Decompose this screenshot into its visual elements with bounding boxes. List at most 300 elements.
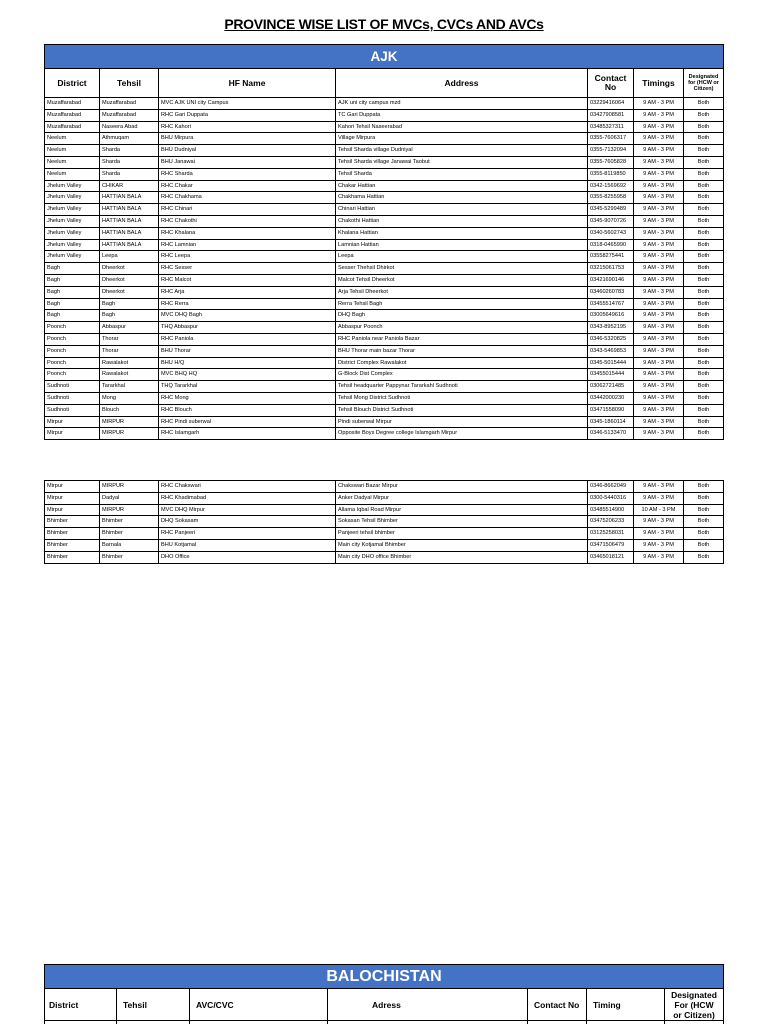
cell-district: Bagh: [45, 263, 100, 275]
cell-hf-name: RHC Mong: [159, 393, 336, 405]
cell-district: Jhelum Valley: [45, 228, 100, 240]
cell-address: Panjeeri tehsil bhimber: [336, 528, 588, 540]
cell-tehsil: Bagh: [100, 299, 159, 311]
table-body: [45, 481, 724, 564]
cell-contact-no: 03455015444: [588, 369, 634, 381]
cell-district: Mirpur: [45, 481, 100, 493]
cell-designated-for: Both: [684, 181, 724, 193]
cell-district: Bagh: [45, 275, 100, 287]
cell-hf-name: RHC Chakar: [159, 181, 336, 193]
cell-tehsil: MIRPUR: [100, 417, 159, 429]
cell-designated-for: Both: [684, 334, 724, 346]
cell-contact-no: 0355-8119850: [588, 169, 634, 181]
table-row: [45, 322, 724, 334]
cell-tehsil: Tararkhal: [100, 381, 159, 393]
cell-address: Chinari Hattian: [336, 204, 588, 216]
cell-district: Bhimber: [45, 552, 100, 564]
cell-contact-no: 03558275441: [588, 251, 634, 263]
cell-address: Abbaspur Poonch: [336, 322, 588, 334]
cell-address: District Complex Rawalakot: [336, 358, 588, 370]
ajk-table-continued: [44, 480, 724, 564]
cell-designated-for: Both: [684, 98, 724, 110]
cell-contact-no: 0355-7132094: [588, 145, 634, 157]
cell-timings: 9 AM - 3 PM: [634, 405, 684, 417]
cell-tehsil: Bhimber: [100, 552, 159, 564]
cell-timings: 9 AM - 3 PM: [634, 552, 684, 564]
cell-district: Mirpur: [45, 505, 100, 517]
cell-district: Jhelum Valley: [45, 204, 100, 216]
cell-tehsil: Thorar: [100, 334, 159, 346]
cell-address: Chakothi Hattian: [336, 216, 588, 228]
cell-timings: 9 AM - 3 PM: [634, 287, 684, 299]
cell-tehsil: Naseera Abad: [100, 122, 159, 134]
column-header-contact-no: Contact No: [528, 989, 587, 1021]
cell-designated-for: Both: [684, 240, 724, 252]
cell-hf-name: BHU Kotjamal: [159, 540, 336, 552]
cell-designated-for: Both: [684, 133, 724, 145]
cell-contact-no: 0343-8952195: [588, 322, 634, 334]
cell-address: Tehsil Blouch District Sudhnoti: [336, 405, 588, 417]
table-row: [45, 275, 724, 287]
cell-district: Mirpur: [45, 493, 100, 505]
cell-timings: 9 AM - 3 PM: [634, 334, 684, 346]
cell-tehsil: Dheerkot: [100, 287, 159, 299]
cell-contact-no: 03062721485: [588, 381, 634, 393]
cell-tehsil: MIRPUR: [100, 505, 159, 517]
cell-address: Rerra Tehsil Bagh: [336, 299, 588, 311]
cell-address: Chakswari Bazar Mirpur: [336, 481, 588, 493]
cell-tehsil: Thorar: [100, 346, 159, 358]
cell-timings: 9 AM - 3 PM: [634, 192, 684, 204]
cell-designated-for: Both: [684, 369, 724, 381]
cell-address: Opposite Boys Degree college Islamgarh Mirpur: [336, 428, 588, 440]
column-header-avc-cvc: AVC/CVC: [190, 989, 328, 1021]
cell-contact-no: 0300-5440316: [588, 493, 634, 505]
table-row: [45, 192, 724, 204]
cell-address: Kahori Tehsil Naseerabad: [336, 122, 588, 134]
cell-contact-no: 03005649616: [588, 310, 634, 322]
cell-timings: 9 AM - 3 PM: [634, 181, 684, 193]
cell-address: G-Block Dist Complex: [336, 369, 588, 381]
cell-contact-no: 03485327311: [588, 122, 634, 134]
cell-designated-for: Both: [684, 145, 724, 157]
cell-timings: 9 AM - 3 PM: [634, 145, 684, 157]
cell-contact-no: 0346-8662049: [588, 481, 634, 493]
cell-address: BHU Thorar main bazar Thorar: [336, 346, 588, 358]
cell-address: Sokasan Tehsil Bhimber: [336, 516, 588, 528]
cell-district: Poonch: [45, 358, 100, 370]
column-header-timings: Timings: [634, 69, 684, 98]
cell-district: Jhelum Valley: [45, 240, 100, 252]
page-title-text: PROVINCE WISE LIST OF MVCs, CVCs AND AVCs: [224, 16, 544, 32]
table-row: [45, 145, 724, 157]
cell-contact-no: 03215061753: [588, 263, 634, 275]
cell-hf-name: RHC Chakswari: [159, 481, 336, 493]
cell-address: DHQ Bagh: [336, 310, 588, 322]
cell-tehsil: Barnala: [100, 540, 159, 552]
cell-contact-no: 0345-5299489: [588, 204, 634, 216]
cell-timings: 9 AM - 3 PM: [634, 110, 684, 122]
cell-district: Poonch: [45, 334, 100, 346]
column-header-tehsil: Tehsil: [100, 69, 159, 98]
cell-district: Jhelum Valley: [45, 216, 100, 228]
cell-hf-name: THQ Tararkhal: [159, 381, 336, 393]
table-row: [45, 346, 724, 358]
table-row: [45, 481, 724, 493]
cell-address: Lamnian Hattian: [336, 240, 588, 252]
table-row: [45, 287, 724, 299]
cell-district: Sudhnoti: [45, 393, 100, 405]
cell-address: Tehsil Sharda: [336, 169, 588, 181]
cell-hf-name: BHU Thorar: [159, 346, 336, 358]
cell-address: Village Mirpura: [336, 133, 588, 145]
cell-timings: 9 AM - 3 PM: [634, 481, 684, 493]
cell-contact-no: 0340-5602743: [588, 228, 634, 240]
cell-tehsil: Blouch: [100, 405, 159, 417]
cell-designated-for: Both: [684, 428, 724, 440]
cell-timings: 9 AM - 3 PM: [634, 393, 684, 405]
cell-tehsil: Sharda: [100, 169, 159, 181]
cell-timings: 9 AM - 3 PM: [634, 346, 684, 358]
column-header-tehsil: Tehsil: [117, 989, 190, 1021]
table-row: [45, 528, 724, 540]
cell-tehsil: MIRPUR: [100, 428, 159, 440]
cell-contact-no: 03471506479: [588, 540, 634, 552]
cell-designated-for: Both: [684, 358, 724, 370]
cell-district: Bagh: [45, 299, 100, 311]
cell-designated-for: Both: [684, 381, 724, 393]
cell-contact-no: 03455514767: [588, 299, 634, 311]
cell-address: Anker Dadyal Mirpur: [336, 493, 588, 505]
cell-hf-name: DHQ Sokasam: [159, 516, 336, 528]
cell-timings: 9 AM - 3 PM: [634, 299, 684, 311]
cell-address: Main city DHO office Bhimber: [336, 552, 588, 564]
cell-address: Tehsil Sharda village Janawai Taobut: [336, 157, 588, 169]
cell-hf-name: RHC Panjeeri: [159, 528, 336, 540]
cell-tehsil: Bagh: [100, 310, 159, 322]
table-row: [45, 505, 724, 517]
cell-timings: 9 AM - 3 PM: [634, 528, 684, 540]
cell-address: Tehsil headquarter Pappynar Tararkahl Sudhnoti: [336, 381, 588, 393]
cell-hf-name: RHC Islamgarh: [159, 428, 336, 440]
cell-designated-for: Both: [684, 528, 724, 540]
cell-contact-no: 03125258031: [588, 528, 634, 540]
cell-hf-name: RHC Paniola: [159, 334, 336, 346]
cell-contact-no: 0345-1860114: [588, 417, 634, 429]
cell-contact-no: 03465018121: [588, 552, 634, 564]
table-row: [45, 122, 724, 134]
table-row: [45, 417, 724, 429]
table-row: [45, 358, 724, 370]
cell-address: Malcot Tehsil Dheerkot: [336, 275, 588, 287]
cell-contact-no: 0355-7605828: [588, 157, 634, 169]
cell-contact-no: 0346-5320825: [588, 334, 634, 346]
cell-designated-for: Both: [684, 393, 724, 405]
cell-timings: 9 AM - 3 PM: [634, 169, 684, 181]
cell-timings: 9 AM - 3 PM: [634, 263, 684, 275]
cell-hf-name: RHC Lamnian: [159, 240, 336, 252]
cell-address: Sesser Thehsil Dhirkot: [336, 263, 588, 275]
cell-timings: 9 AM - 3 PM: [634, 240, 684, 252]
cell-timings: 9 AM - 3 PM: [634, 204, 684, 216]
table-row: [45, 181, 724, 193]
cell-hf-name: THQ Abbaspur: [159, 322, 336, 334]
cell-address: Tehsil Sharda village Dudniyal: [336, 145, 588, 157]
cell-contact-no: 03475206233: [588, 516, 634, 528]
cell-address: Chakhama Hattian: [336, 192, 588, 204]
cell-designated-for: Both: [684, 481, 724, 493]
table-row: [45, 381, 724, 393]
cell-hf-name: MVC DHQ Mirpur: [159, 505, 336, 517]
cell-designated-for: Both: [684, 275, 724, 287]
cell-tehsil: Mong: [100, 393, 159, 405]
cell-hf-name: MVC DHQ Bagh: [159, 310, 336, 322]
cell-hf-name: BHU Janawai: [159, 157, 336, 169]
cell-contact-no: 03442000230: [588, 393, 634, 405]
cell-district: Neelum: [45, 169, 100, 181]
cell-hf-name: MVC AJK UNI city Campus: [159, 98, 336, 110]
cell-district: Bhimber: [45, 516, 100, 528]
cell-designated-for: Both: [684, 346, 724, 358]
ajk-table: [44, 44, 724, 440]
table-row: [45, 369, 724, 381]
cell-tehsil: Abbaspur: [100, 322, 159, 334]
cell-tehsil: Bhimber: [100, 528, 159, 540]
cell-tehsil: Dadyal: [100, 493, 159, 505]
cell-designated-for: Both: [684, 310, 724, 322]
cell-district: Bagh: [45, 310, 100, 322]
cell-designated-for: Both: [684, 505, 724, 517]
cell-tehsil: Leepa: [100, 251, 159, 263]
table-row: [45, 393, 724, 405]
cell-contact-no: 0355-7606317: [588, 133, 634, 145]
table-body: [45, 98, 724, 440]
cell-timings: 9 AM - 3 PM: [634, 428, 684, 440]
column-header-address: Adress: [328, 989, 528, 1021]
cell-designated-for: Both: [684, 251, 724, 263]
table-row: [45, 405, 724, 417]
cell-hf-name: RHC Kahori: [159, 122, 336, 134]
cell-contact-no: 0318-0465990: [588, 240, 634, 252]
cell-hf-name: RHC Gari Duppata: [159, 110, 336, 122]
column-header-hf-name: HF Name: [159, 69, 336, 98]
cell-timings: 9 AM - 3 PM: [634, 251, 684, 263]
cell-address: AJK uni city campus mzd: [336, 98, 588, 110]
cell-timings: 9 AM - 3 PM: [634, 358, 684, 370]
table-row: [45, 240, 724, 252]
cell-timings: 9 AM - 3 PM: [634, 381, 684, 393]
cell-hf-name: RHC Chakothi: [159, 216, 336, 228]
cell-designated-for: Both: [684, 157, 724, 169]
column-header-district: District: [45, 989, 117, 1021]
cell-district: Neelum: [45, 157, 100, 169]
table-row: [45, 334, 724, 346]
column-header-timing: Timing: [587, 989, 665, 1021]
cell-timings: 9 AM - 3 PM: [634, 133, 684, 145]
table-row: [45, 110, 724, 122]
cell-district: Neelum: [45, 133, 100, 145]
cell-designated-for: Both: [684, 228, 724, 240]
cell-designated-for: Both: [684, 322, 724, 334]
cell-timings: 9 AM - 3 PM: [634, 275, 684, 287]
province-band-ajk: [45, 45, 724, 69]
cell-hf-name: MVC BHQ HQ: [159, 369, 336, 381]
cell-tehsil: HATTIAN BALA: [100, 228, 159, 240]
cell-hf-name: RHC Khadimabad: [159, 493, 336, 505]
cell-contact-no: 03485514900: [588, 505, 634, 517]
cell-timings: 9 AM - 3 PM: [634, 516, 684, 528]
cell-hf-name: BHU Mirpura: [159, 133, 336, 145]
table-row: [45, 516, 724, 528]
cell-contact-no: 03471558090: [588, 405, 634, 417]
cell-designated-for: Both: [684, 299, 724, 311]
cell-contact-no: 0346-5133470: [588, 428, 634, 440]
cell-address: Allama Iqbal Road Mirpur: [336, 505, 588, 517]
column-header-designated-for: Designated for (HCW or Citizen): [684, 69, 724, 98]
cell-hf-name: DHO Office: [159, 552, 336, 564]
cell-contact-no: 03427908581: [588, 110, 634, 122]
cell-contact-no: 0355-8255958: [588, 192, 634, 204]
cell-tehsil: MIRPUR: [100, 481, 159, 493]
cell-timings: 9 AM - 3 PM: [634, 122, 684, 134]
cell-hf-name: RHC Sharda: [159, 169, 336, 181]
cell-tehsil: Sharda: [100, 145, 159, 157]
cell-district: Bhimber: [45, 528, 100, 540]
cell-hf-name: RHC Blouch: [159, 405, 336, 417]
cell-designated-for: Both: [684, 540, 724, 552]
cell-hf-name: RHC Chakhama: [159, 192, 336, 204]
cell-district: Mirpur: [45, 417, 100, 429]
cell-district: Muzaffarabad: [45, 122, 100, 134]
table-row: [45, 98, 724, 110]
cell-district: Poonch: [45, 369, 100, 381]
cell-tehsil: Sharda: [100, 157, 159, 169]
cell-timings: 9 AM - 3 PM: [634, 369, 684, 381]
cell-hf-name: BHU H/Q: [159, 358, 336, 370]
cell-timings: 9 AM - 3 PM: [634, 98, 684, 110]
cell-contact-no: 03421690146: [588, 275, 634, 287]
cell-timings: 9 AM - 3 PM: [634, 493, 684, 505]
cell-tehsil: HATTIAN BALA: [100, 216, 159, 228]
cell-address: Tehsil Mong District Sudhnoti: [336, 393, 588, 405]
page-title: [0, 16, 768, 32]
cell-timings: 9 AM - 3 PM: [634, 310, 684, 322]
column-header-address: Address: [336, 69, 588, 98]
cell-address: Khalana Hattian: [336, 228, 588, 240]
cell-address: Leepa: [336, 251, 588, 263]
cell-contact-no: 03229416064: [588, 98, 634, 110]
cell-hf-name: RHC Malcot: [159, 275, 336, 287]
cell-designated-for: Both: [684, 216, 724, 228]
cell-designated-for: Both: [684, 204, 724, 216]
table-row: [45, 428, 724, 440]
table-row: [45, 540, 724, 552]
cell-designated-for: Both: [684, 192, 724, 204]
column-header-designated-for: Designated For (HCW or Citizen): [665, 989, 724, 1021]
cell-district: Mirpur: [45, 428, 100, 440]
cell-timings: 9 AM - 3 PM: [634, 157, 684, 169]
cell-designated-for: Both: [684, 405, 724, 417]
table-row: [45, 493, 724, 505]
cell-district: Muzaffarabad: [45, 110, 100, 122]
cell-tehsil: Muzaffarabad: [100, 98, 159, 110]
cell-address: TC Gari Duppata: [336, 110, 588, 122]
cell-hf-name: RHC Sesser: [159, 263, 336, 275]
cell-hf-name: BHU Dudniyal: [159, 145, 336, 157]
table-header-row: [45, 69, 724, 98]
cell-address: RHC Paniola near Paniola Bazar: [336, 334, 588, 346]
cell-district: Poonch: [45, 322, 100, 334]
cell-contact-no: 03460260783: [588, 287, 634, 299]
table-row: [45, 133, 724, 145]
cell-hf-name: RHC Arja: [159, 287, 336, 299]
cell-timings: 10 AM - 3 PM: [634, 505, 684, 517]
cell-tehsil: CHIKAR: [100, 181, 159, 193]
column-header-district: District: [45, 69, 100, 98]
table-row: [45, 552, 724, 564]
table-row: [45, 216, 724, 228]
cell-hf-name: RHC Khalana: [159, 228, 336, 240]
cell-tehsil: HATTIAN BALA: [100, 192, 159, 204]
province-band-balochistan: [45, 965, 724, 989]
cell-designated-for: Both: [684, 287, 724, 299]
column-header-contact-no: Contact No: [588, 69, 634, 98]
province-name: AJK: [370, 49, 398, 64]
cell-district: Jhelum Valley: [45, 192, 100, 204]
cell-district: Bagh: [45, 287, 100, 299]
cell-tehsil: HATTIAN BALA: [100, 204, 159, 216]
cell-district: Poonch: [45, 346, 100, 358]
table-row: [45, 169, 724, 181]
cell-tehsil: Muzaffarabad: [100, 110, 159, 122]
table-row: [45, 299, 724, 311]
table-row: [45, 228, 724, 240]
cell-timings: 9 AM - 3 PM: [634, 540, 684, 552]
cell-hf-name: RHC Pindi suberwal: [159, 417, 336, 429]
cell-tehsil: Rawalakot: [100, 369, 159, 381]
table-row: [45, 157, 724, 169]
cell-hf-name: RHC Leepa: [159, 251, 336, 263]
cell-timings: 9 AM - 3 PM: [634, 417, 684, 429]
province-name: BALOCHISTAN: [326, 967, 442, 985]
cell-contact-no: 0342-1569692: [588, 181, 634, 193]
cell-district: Muzaffarabad: [45, 98, 100, 110]
cell-tehsil: Athmuqam: [100, 133, 159, 145]
cell-timings: 9 AM - 3 PM: [634, 322, 684, 334]
cell-district: Neelum: [45, 145, 100, 157]
cell-hf-name: RHC Rerra: [159, 299, 336, 311]
cell-designated-for: Both: [684, 110, 724, 122]
cell-contact-no: 0343-5469853: [588, 346, 634, 358]
cell-contact-no: 0345-9070726: [588, 216, 634, 228]
cell-tehsil: Bhimber: [100, 516, 159, 528]
cell-address: Chakar Hattian: [336, 181, 588, 193]
cell-designated-for: Both: [684, 552, 724, 564]
cell-district: Sudhnoti: [45, 405, 100, 417]
cell-address: Pindi suberwal Mirpur: [336, 417, 588, 429]
cell-designated-for: Both: [684, 122, 724, 134]
table-row: [45, 263, 724, 275]
cell-district: Bhimber: [45, 540, 100, 552]
cell-district: Jhelum Valley: [45, 251, 100, 263]
table-row: [45, 310, 724, 322]
balochistan-table: [44, 964, 724, 1024]
cell-designated-for: Both: [684, 417, 724, 429]
cell-designated-for: Both: [684, 169, 724, 181]
table-row: [45, 251, 724, 263]
cell-designated-for: Both: [684, 263, 724, 275]
table-row: [45, 204, 724, 216]
